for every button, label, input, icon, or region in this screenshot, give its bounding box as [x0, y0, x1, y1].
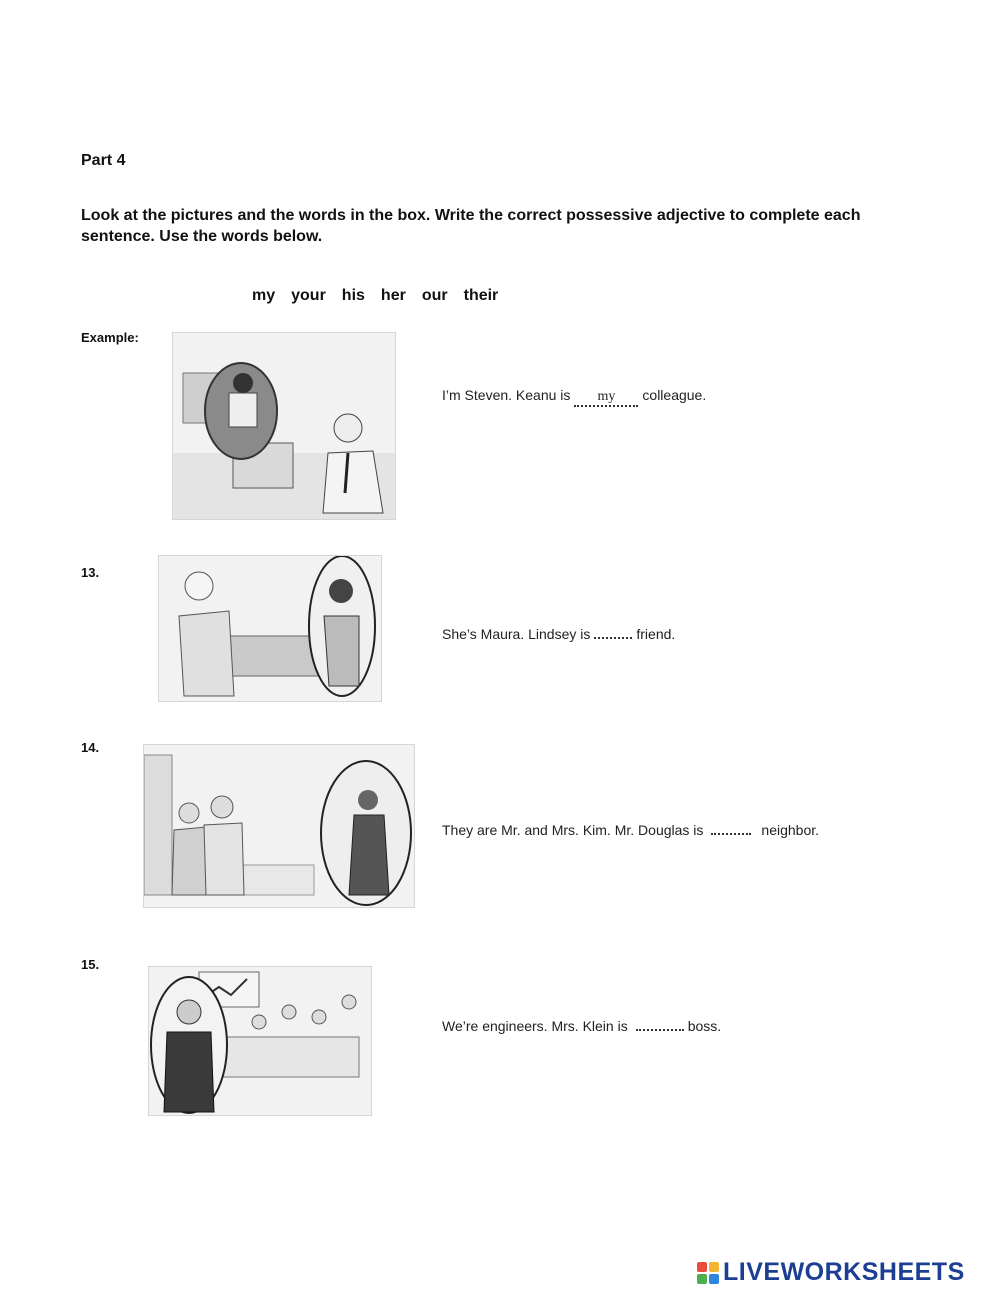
sentence-start: They are Mr. and Mrs. Kim. Mr. Douglas is	[442, 822, 704, 838]
sentence-start: I’m Steven. Keanu is	[442, 387, 571, 403]
sentence-end: friend.	[636, 626, 676, 642]
logo-icon	[697, 1262, 719, 1284]
word-box	[252, 287, 498, 305]
question-15-sentence	[442, 1014, 721, 1034]
question-number: 15.	[81, 957, 100, 972]
question-15-picture	[148, 966, 372, 1116]
question-14-sentence	[442, 818, 819, 838]
answer-blank[interactable]	[594, 622, 632, 639]
word-their: their	[463, 287, 499, 304]
question-14-picture	[143, 744, 415, 908]
part-title: Part 4	[81, 152, 126, 169]
question-number: 13.	[81, 565, 100, 580]
example-label: Example:	[81, 330, 139, 345]
liveworksheets-logo	[697, 1258, 965, 1287]
example-picture	[172, 332, 396, 520]
sentence-end: boss.	[687, 1018, 722, 1034]
instructions: Look at the pictures and the words in the box. Write the correct possessive adjective to complete each sentence. Use the words below.	[81, 207, 861, 245]
question-13-picture	[158, 555, 382, 702]
word-her: her	[380, 287, 406, 304]
sentence-end: colleague.	[642, 387, 707, 403]
word-my: my	[252, 287, 276, 304]
sentence-start: She’s Maura. Lindsey is	[442, 626, 591, 642]
sentence-start: We’re engineers. Mrs. Klein is	[442, 1018, 628, 1034]
word-your: your	[291, 287, 326, 304]
word-his: his	[341, 287, 365, 304]
answer-blank: my	[574, 390, 638, 407]
question-number: 14.	[81, 740, 100, 755]
example-sentence	[442, 387, 706, 407]
answer-blank[interactable]	[711, 818, 751, 835]
answer-blank[interactable]	[636, 1014, 684, 1031]
question-13-sentence	[442, 622, 675, 642]
sentence-end: neighbor.	[761, 822, 820, 838]
logo-text: LIVEWORKSHEETS	[723, 1258, 965, 1286]
word-our: our	[421, 287, 448, 304]
